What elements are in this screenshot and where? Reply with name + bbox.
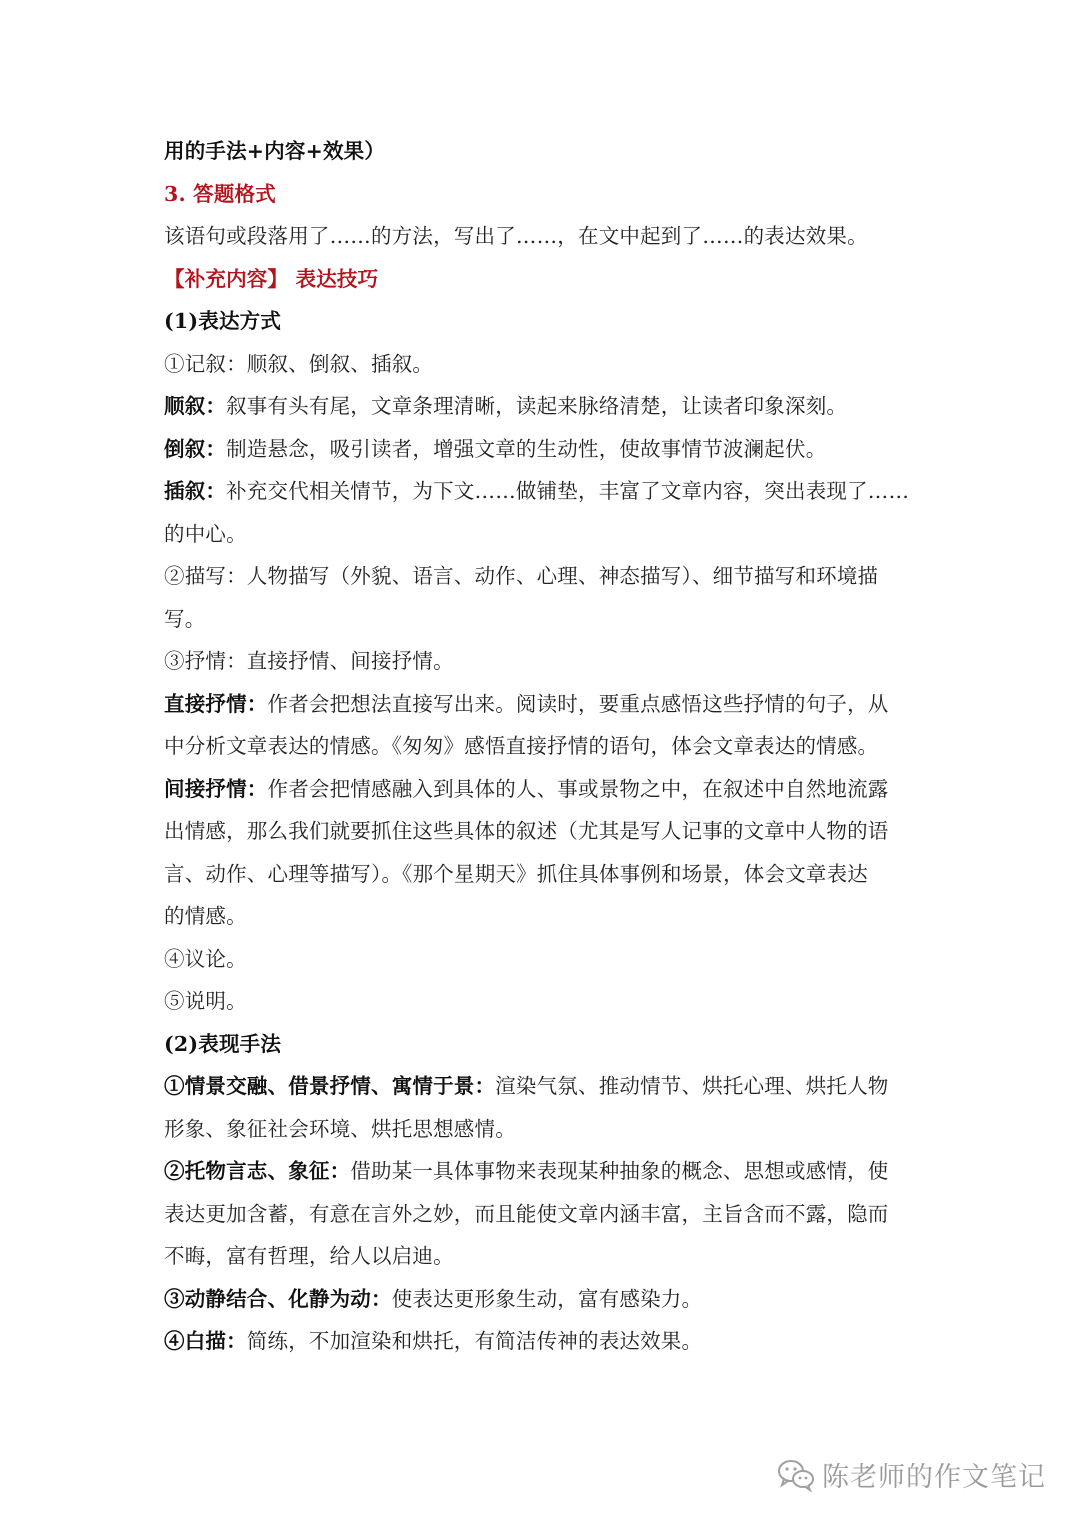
text-line: ②描写：人物描写（外貌、语言、动作、心理、神态描写）、细节描写和环境描 [164,564,879,588]
term-label: ②托物言志、象征： [164,1159,351,1183]
text-line [164,470,920,513]
term-description: 制造悬念，吸引读者，增强文章的生动性，使故事情节波澜起伏。 [226,436,827,461]
term-description: 叙事有头有尾，文章条理清晰，读起来脉络清楚，让读者印象深刻。 [226,394,848,418]
watermark [776,1455,1046,1494]
term-description: 简练，不加渲染和烘托，有简洁传神的表达效果。 [246,1329,703,1353]
text-line: ③抒情：直接抒情、间接抒情。 [164,649,454,673]
text-line: 中分析文章表达的情感。《匆匆》感悟直接抒情的语句，体会文章表达的情感。 [164,734,879,758]
text-line: ④议论。 [164,946,247,971]
term-label: ④白描： [164,1329,247,1353]
text-line: 形象、象征社会环境、烘托思想感情。 [164,1116,516,1141]
text-line: (2)表现手法 [164,1031,282,1056]
section-heading: 【补充内容】 表达技巧 [164,266,379,291]
watermark-text: 陈老师的作文笔记 [822,1462,1046,1493]
text-line: 的情感。 [164,904,247,928]
term-description: 使表达更形象生动，富有感染力。 [391,1286,703,1311]
text-line: 的中心。 [164,521,247,546]
text-line: 写。 [164,606,206,631]
text-line: ①记叙：顺叙、倒叙、插叙。 [164,351,434,376]
text-line [164,683,920,726]
term-label: ③动静结合、化静为动： [164,1286,392,1311]
term-label: 直接抒情： [164,691,268,716]
term-description: 补充交代相关情节，为下文……做铺垫，丰富了文章内容，突出表现了…… [226,479,910,503]
text-line [164,1065,920,1108]
document-body [164,130,920,1363]
text-line [164,1320,920,1363]
term-description: 作者会把情感融入到具体的人、事或景物之中，在叙述中自然地流露 [267,776,889,801]
text-line: 表达更加含蓄，有意在言外之妙，而且能使文章内涵丰富，主旨含而不露，隐而 [164,1201,889,1226]
term-label: 间接抒情： [164,776,268,801]
text-line: 不晦，富有哲理，给人以启迪。 [164,1244,454,1268]
term-label: 插叙： [164,479,227,503]
term-label: ①情景交融、借景抒情、寓情于景： [164,1074,496,1098]
section-heading: 3. 答题格式 [164,181,276,206]
wechat-icon [776,1458,816,1492]
text-line [164,428,920,471]
term-description: 渲染气氛、推动情节、烘托心理、烘托人物 [495,1074,889,1098]
term-description: 借助某一具体事物来表现某种抽象的概念、思想或感情，使 [350,1159,889,1183]
text-line [164,1278,920,1321]
text-line: 言、动作、心理等描写）。《那个星期天》抓住具体事例和场景，体会文章表达 [164,861,868,886]
term-label: 倒叙： [164,436,227,461]
text-line: 用的手法+内容+效果） [164,139,386,163]
text-line: 该语句或段落用了……的方法，写出了……，在文中起到了……的表达效果。 [164,224,868,248]
text-line: (1)表达方式 [164,309,282,333]
term-label: 顺叙： [164,394,227,418]
text-line [164,1150,920,1193]
text-line: 出情感，那么我们就要抓住这些具体的叙述（尤其是写人记事的文章中人物的语 [164,819,889,843]
text-line [164,768,920,811]
term-description: 作者会把想法直接写出来。阅读时，要重点感悟这些抒情的句子，从 [267,691,889,716]
text-line [164,385,920,428]
text-line: ⑤说明。 [164,989,247,1013]
